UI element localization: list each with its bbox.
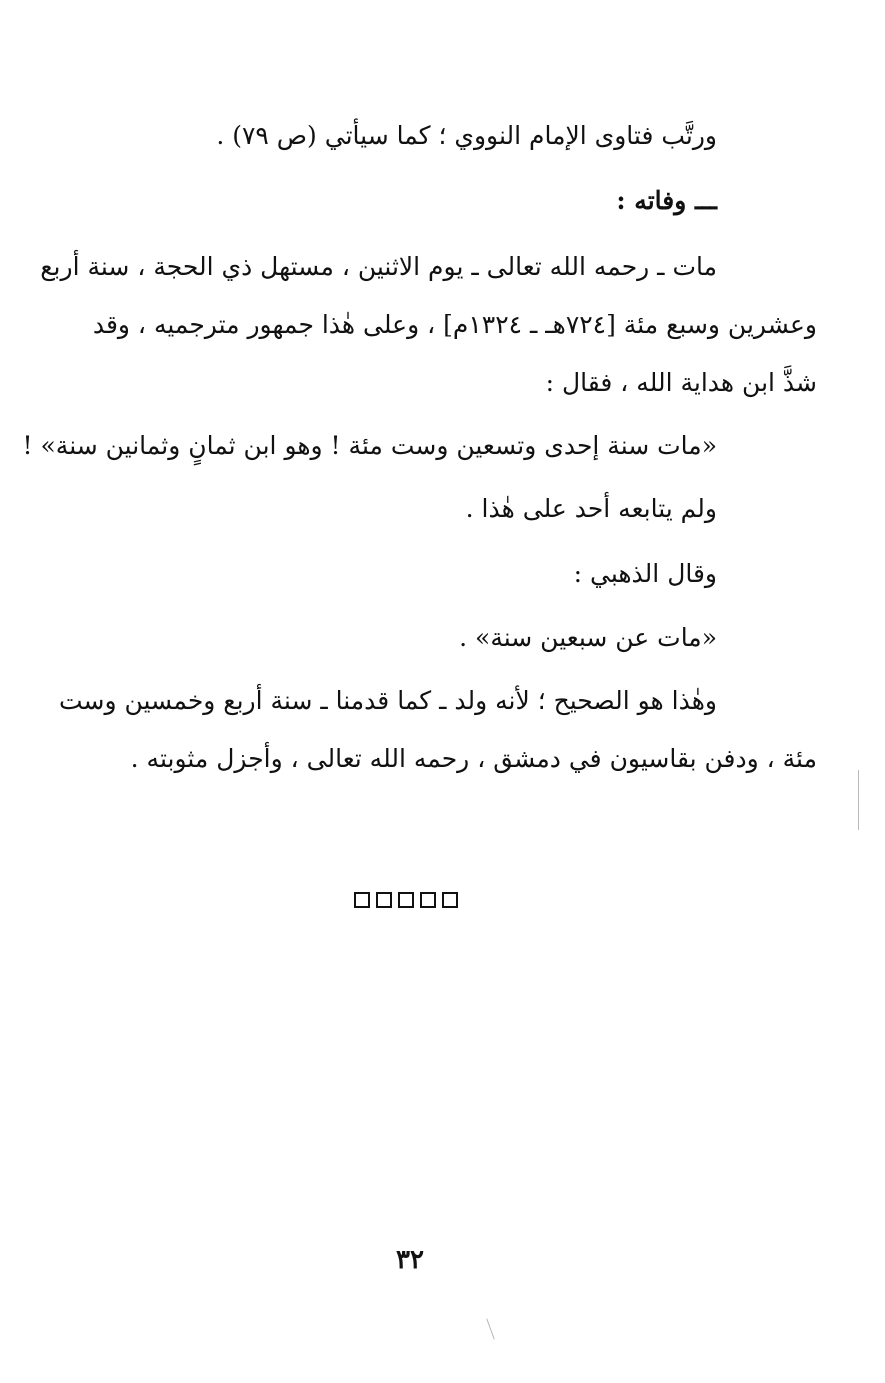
divider-box xyxy=(376,892,392,908)
divider-box xyxy=(420,892,436,908)
text-line-arrangement: ورتَّب فتاوى الإمام النووي ؛ كما سيأتي (ص ٧٩) . xyxy=(216,121,717,150)
paragraph-1-line-2: وعشرين وسبع مئة [٧٢٤هـ ـ ١٣٢٤م] ، وعلى هٰذا جمهور مترجميه ، وقد xyxy=(92,310,817,339)
divider-box xyxy=(398,892,414,908)
paragraph-2-line-1: وهٰذا هو الصحيح ؛ لأنه ولد ـ كما قدمنا ـ سنة أربع وخمسين وست xyxy=(58,686,717,715)
scan-mark xyxy=(486,1318,494,1339)
divider-box xyxy=(354,892,370,908)
section-divider-boxes xyxy=(354,892,458,908)
quote-ibn-hidaya: «مات سنة إحدى وتسعين وست مئة ! وهو ابن ثمانٍ وثمانين سنة» ! xyxy=(22,431,717,460)
divider-box xyxy=(442,892,458,908)
text-line-dhahabi-intro: وقال الذهبي : xyxy=(573,559,717,588)
quote-dhahabi: «مات عن سبعين سنة» . xyxy=(459,623,717,652)
paragraph-2-line-2: مئة ، ودفن بقاسيون في دمشق ، رحمه الله تعالى ، وأجزل مثوبته . xyxy=(130,744,817,773)
section-heading-death: ـــ وفاته : xyxy=(616,186,717,215)
paragraph-1-line-3: شذَّ ابن هداية الله ، فقال : xyxy=(545,368,817,397)
page-number: ٣٢ xyxy=(396,1245,424,1275)
paragraph-1-line-1: مات ـ رحمه الله تعالى ـ يوم الاثنين ، مستهل ذي الحجة ، سنة أربع xyxy=(40,252,717,281)
scan-mark xyxy=(858,770,859,830)
text-line-not-followed: ولم يتابعه أحد على هٰذا . xyxy=(465,494,717,523)
